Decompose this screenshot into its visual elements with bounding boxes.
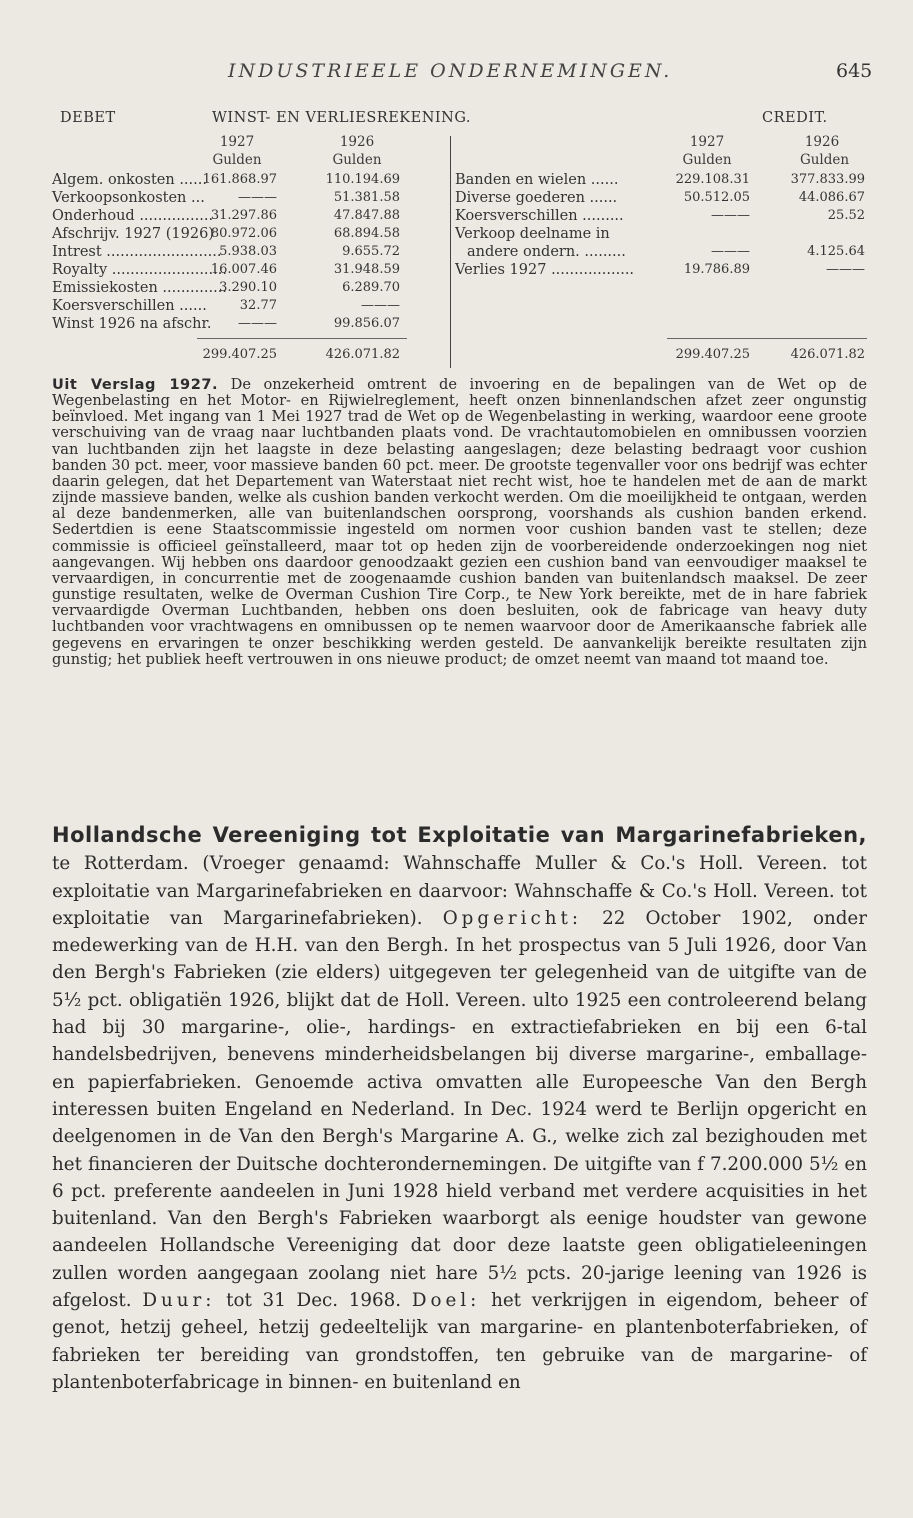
duration-label: Duur: bbox=[142, 1290, 216, 1312]
credit-unit-1926: Gulden bbox=[799, 152, 850, 168]
debit-row: Koersverschillen ...... 32.77 ——— bbox=[52, 298, 400, 314]
credit-row: Koersverschillen ......... ——— 25.52 bbox=[455, 208, 865, 224]
credit-row: andere ondern. ......... ——— 4.125.64 bbox=[467, 244, 865, 260]
company-description: 22 October 1902, onder medewerking van de H.H. van den Bergh. In het prospectus van 5 Juli 1926, door Van den Bergh's Fabrieken (zie elders) uitgegeven ter gelegenheid van de uitgifte van de 5½ pct. obligatiën 1926, blijkt dat de Holl. Vereen. ulto 1925 een controleerend belang had bij 30 margarine-, olie-, hardings- en extractiefabrieken en bij een 6-tal handelsbedrijven, benevens minderheidsbelangen bij diverse margarine-, emballage- en papierfabrieken. Genoemde activa omvatten alle Europeesche Van den Bergh interessen buiten Engeland en Nederland. In Dec. 1924 werd te Berlijn opgericht en deelgenomen in de Van den Bergh's Margarine A. G., welke zich zal bezighouden met het financieren der Duitsche dochterondernemingen. De uitgifte van f 7.200.000 5½ en 6 pct. preferente aandeelen in Juni 1928 hield verband met verdere acquisities in het buitenland. Van den Bergh's Fabrieken waarborgt als eenige houdster van gewone aandeelen Hollandsche Vereeniging dat door deze laatste geen obligatieleeningen zullen worden aangegaan zoolang niet hare 5½ pcts. 20-jarige leening van 1926 is afgelost. bbox=[52, 907, 867, 1312]
debit-row: Intrest ......................... 5.938.03 9.655.72 bbox=[52, 244, 400, 260]
running-title: INDUSTRIEELE ONDERNEMINGEN. bbox=[228, 60, 673, 82]
debit-row: Royalty ......................... 16.007.46 31.948.59 bbox=[52, 262, 400, 278]
debit-unit-1927: Gulden bbox=[212, 152, 262, 168]
purpose-label: Doel: bbox=[411, 1290, 481, 1312]
debet-heading: DEBET bbox=[60, 110, 116, 126]
credit-year-1927: 1927 bbox=[689, 134, 725, 150]
credit-year-1926: 1926 bbox=[804, 134, 840, 150]
company-entry bbox=[52, 822, 867, 1396]
company-name: Hollandsche Vereeniging tot Exploitatie van Margarinefabrieken, bbox=[52, 823, 867, 847]
credit-row: Verlies 1927 .................. 19.786.89 ——— bbox=[455, 262, 865, 278]
purpose-text: het verkrijgen in eigendom, beheer of genot, hetzij geheel, hetzij gedeeltelijk van margarine- en plantenboterfabrieken, of fabrieken ter bereiding van grondstoffen, ten gebruike van de margarine- of plantenboterfabricage in binnen- en buitenland en bbox=[52, 1290, 867, 1393]
debit-row: Afschrijv. 1927 (1926) 80.972.06 68.894.58 bbox=[52, 226, 400, 242]
debit-row: Algem. onkosten ...... 161.868.97 110.194.69 bbox=[52, 172, 400, 188]
debit-row: Onderhoud ................ 31.297.86 47.847.88 bbox=[52, 208, 400, 224]
credit-row: Banden en wielen ...... 229.108.31 377.833.99 bbox=[455, 172, 865, 188]
debit-year-1926: 1926 bbox=[339, 134, 375, 150]
credit-total-rule bbox=[667, 338, 867, 339]
debit-row: Winst 1926 na afschr. ——— 99.856.07 bbox=[52, 316, 400, 332]
company-history: te Rotterdam. (Vroeger genaamd: Wahnschaffe Muller & Co.'s Holl. Vereen. tot exploitatie van Margarinefabrieken en daarvoor: Wahnschaffe & Co.'s Holl. Vereen. tot exploitatie van Margarinefabrieken). bbox=[52, 853, 867, 929]
running-head bbox=[0, 60, 913, 90]
duration-text: tot 31 Dec. 1968. bbox=[226, 1290, 402, 1312]
debit-year-1927: 1927 bbox=[219, 134, 255, 150]
credit-heading: CREDIT. bbox=[762, 110, 828, 126]
credit-row: Diverse goederen ...... 50.512.05 44.086.67 bbox=[455, 190, 865, 206]
page-number: 645 bbox=[836, 60, 873, 82]
founded-label: Opgericht: bbox=[442, 907, 583, 929]
credit-unit-1927: Gulden bbox=[682, 152, 732, 168]
column-divider bbox=[450, 136, 451, 368]
report-lead: Uit Verslag 1927. bbox=[52, 376, 219, 393]
credit-row: Verkoop deelname in bbox=[455, 226, 610, 242]
report-text: De onzekerheid omtrent de invoering en de bepalingen van de Wet op de Wegenbelasting en het Motor- en Rijwielreglement, heeft onzen binnenlandschen afzet zeer ongunstig beïnvloed. Met ingang van 1 Mei 1927 trad de Wet op de Wegenbelasting in werking, waardoor eene groote verschuiving van de vraag naar luchtbanden plaats vond. De vrachtautomobielen en omnibussen voorzien van luchtbanden zijn het laagste in deze belasting aangeslagen; deze belasting bedraagt voor cushion banden 30 pct. meer, voor massieve banden 60 pct. meer. De grootste tegenvaller voor ons bedrijf was echter daarin gelegen, dat het Departement van Waterstaat niet recht wist, hoe te handelen met de aan de markt zijnde massieve banden, welke als cushion banden verkocht werden. Om die moeilijkheid te ontgaan, werden al deze bandenmerken, alle van buitenlandschen oorsprong, voorshands als cushion banden erkend. Sedertdien is eene Staatscommissie ingesteld om normen voor cushion banden vast te stellen; deze commissie is officieel geïnstalleerd, maar tot op heden zijn de voorbereidende onderzoekingen nog niet aangevangen. Wij hebben ons daardoor genoodzaakt gezien een cushion band van eenvoudiger maaksel te vervaardigen, in concurrentie met de zoogenaamde cushion banden van buitenlandsch maaksel. De zeer gunstige resultaten, welke de Overman Cushion Tire Corp., te New York bereikte, met de in hare fabriek vervaardigde Overman Luchtbanden, hebben ons doen besluiten, ook de fabricage van heavy duty luchtbanden voor vrachtwagens en omnibussen op te nemen waarvoor door de Amerikaansche fabriek alle gegevens en ervaringen te onzer beschikking werden gesteld. De aanvankelijk bereikte resultaten zijn gunstig; het publiek heeft vertrouwen in ons nieuwe product; de omzet neemt van maand tot maand toe. bbox=[52, 376, 867, 668]
debit-row: Emissiekosten .............. 3.290.10 6.289.70 bbox=[52, 280, 400, 296]
profit-loss-account bbox=[52, 110, 867, 368]
debit-totals: 299.407.25 426.071.82 bbox=[202, 347, 400, 362]
account-title: WINST- EN VERLIESREKENING. bbox=[212, 110, 471, 126]
debit-row: Verkoopsonkosten ... ——— 51.381.58 bbox=[52, 190, 400, 206]
debit-unit-1926: Gulden bbox=[332, 152, 382, 168]
annual-report-paragraph bbox=[52, 377, 867, 668]
credit-totals: 299.407.25 426.071.82 bbox=[675, 347, 865, 362]
debit-total-rule bbox=[197, 338, 407, 339]
